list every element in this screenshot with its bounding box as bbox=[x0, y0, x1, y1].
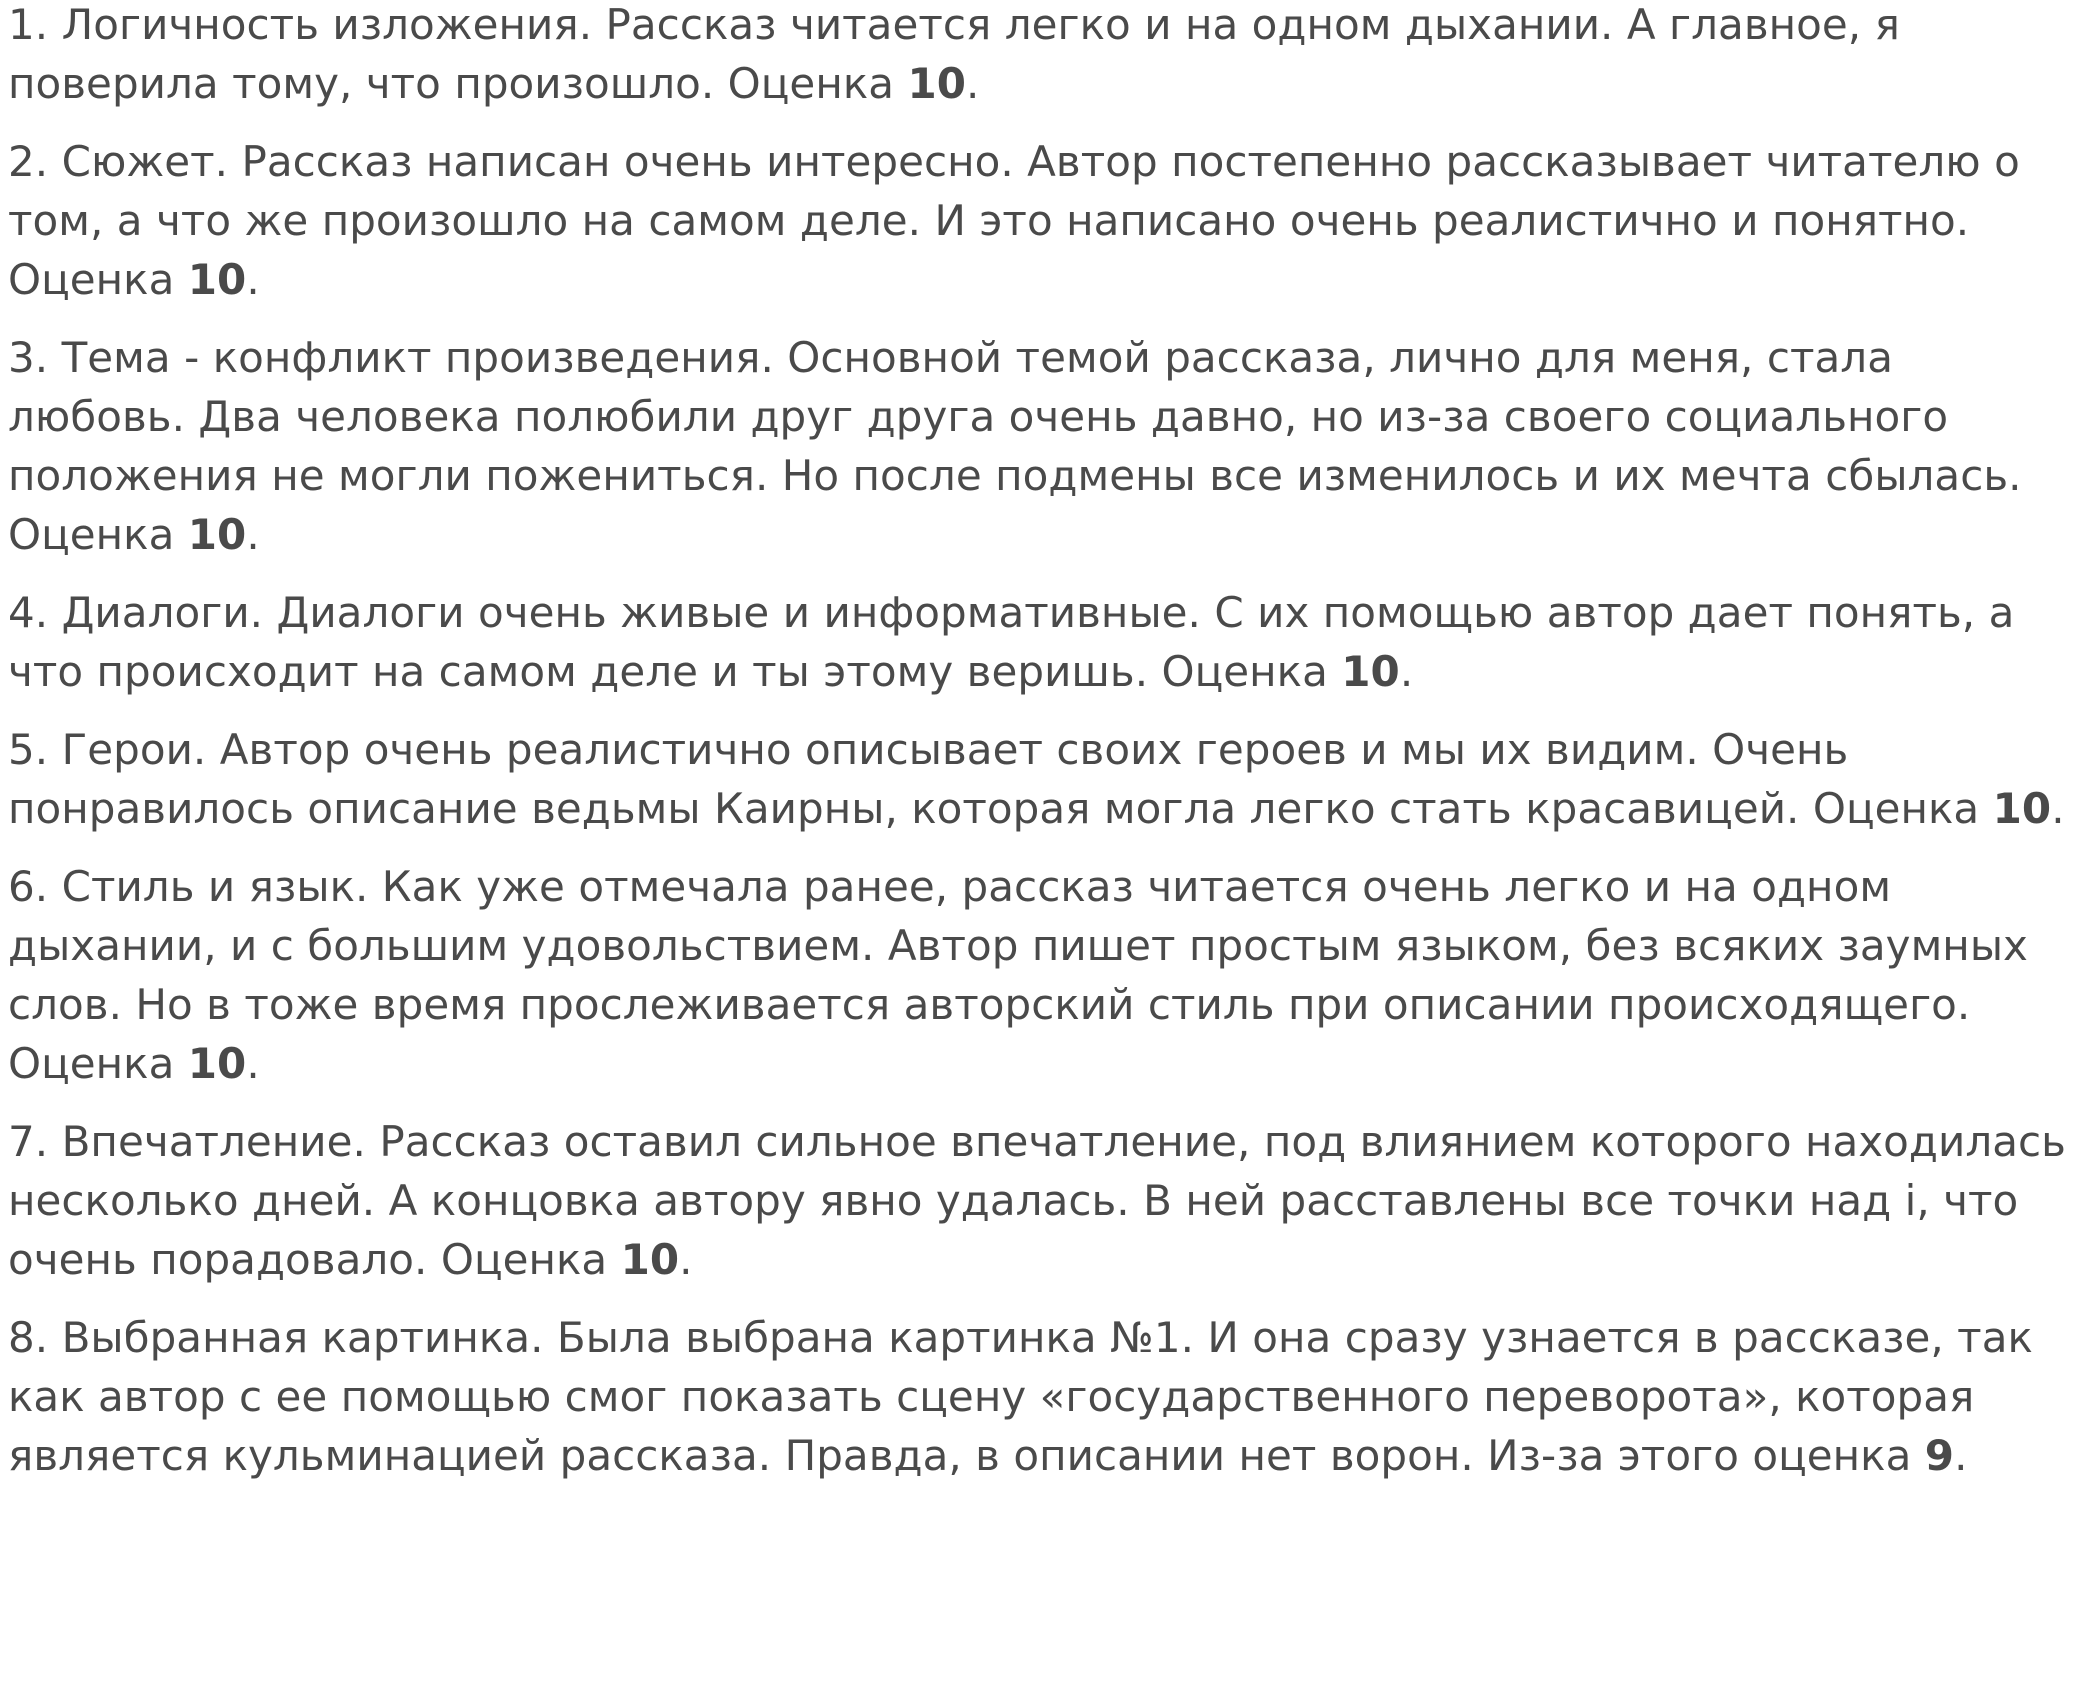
review-paragraph-1 bbox=[8, 0, 2080, 113]
score-value: 9 bbox=[1924, 1431, 1955, 1480]
review-paragraph-7 bbox=[8, 1112, 2080, 1289]
review-paragraph-8 bbox=[8, 1308, 2080, 1485]
paragraph-text: 5. Герои. Автор очень реалистично описывает своих героев и мы их видим. Очень понравилось описание ведьмы Каирны, которая могла легко стать красавицей. Оценка bbox=[8, 725, 1993, 833]
review-paragraph-6 bbox=[8, 857, 2080, 1093]
paragraph-end: . bbox=[1399, 647, 1414, 696]
paragraph-end: . bbox=[246, 510, 260, 559]
review-paragraph-3 bbox=[8, 328, 2080, 564]
paragraph-text: 4. Диалоги. Диалоги очень живые и информативные. С их помощью автор дает понять, а что происходит на самом деле и ты этому веришь. Оценка bbox=[8, 588, 2015, 696]
score-value: 10 bbox=[907, 59, 966, 108]
paragraph-end: . bbox=[966, 59, 980, 108]
paragraph-end: . bbox=[1954, 1431, 1968, 1480]
paragraph-text: 7. Впечатление. Рассказ оставил сильное впечатление, под влиянием которого находилась несколько дней. А концовка автору явно удалась. В ней расставлены все точки над i, что очень порадовало. Оценка bbox=[8, 1117, 2066, 1284]
score-value: 10 bbox=[187, 1039, 247, 1088]
review-paragraph-5 bbox=[8, 720, 2080, 838]
paragraph-end: . bbox=[2051, 784, 2065, 833]
score-value: 10 bbox=[620, 1235, 680, 1284]
paragraph-text: 2. Сюжет. Рассказ написан очень интересно. Автор постепенно рассказывает читателю о том, а что же произошло на самом деле. И это написано очень реалистично и понятно. Оценка bbox=[8, 137, 2020, 304]
score-value: 10 bbox=[187, 510, 247, 559]
review-paragraph-4 bbox=[8, 583, 2080, 701]
score-value: 10 bbox=[1992, 784, 2052, 833]
paragraph-end: . bbox=[246, 1039, 260, 1088]
paragraph-end: . bbox=[679, 1235, 693, 1284]
paragraph-text: 8. Выбранная картинка. Была выбрана картинка №1. И она сразу узнается в рассказе, так как автор с ее помощью смог показать сцену «государственного переворота», которая является кульминацией рассказа. Правда, в описании нет ворон. Из-за этого оценка bbox=[8, 1313, 2033, 1480]
paragraph-text: 1. Логичность изложения. Рассказ читается легко и на одном дыхании. А главное, я поверила тому, что произошло. Оценка bbox=[8, 0, 1900, 108]
score-value: 10 bbox=[187, 255, 247, 304]
paragraph-end: . bbox=[246, 255, 260, 304]
paragraph-text: 3. Тема - конфликт произведения. Основной темой рассказа, лично для меня, стала любовь. Два человека полюбили друг друга очень давно, но из-за своего социального положения не могли пожениться. Но после подмены все изменилось и их мечта сбылась. Оценка bbox=[8, 333, 2022, 559]
paragraph-text: 6. Стиль и язык. Как уже отмечала ранее, рассказ читается очень легко и на одном дыхании, и с большим удовольствием. Автор пишет простым языком, без всяких заумных слов. Но в тоже время прослеживается авторский стиль при описании происходящего. Оценка bbox=[8, 862, 2028, 1088]
score-value: 10 bbox=[1341, 647, 1400, 696]
review-paragraph-2 bbox=[8, 132, 2080, 309]
